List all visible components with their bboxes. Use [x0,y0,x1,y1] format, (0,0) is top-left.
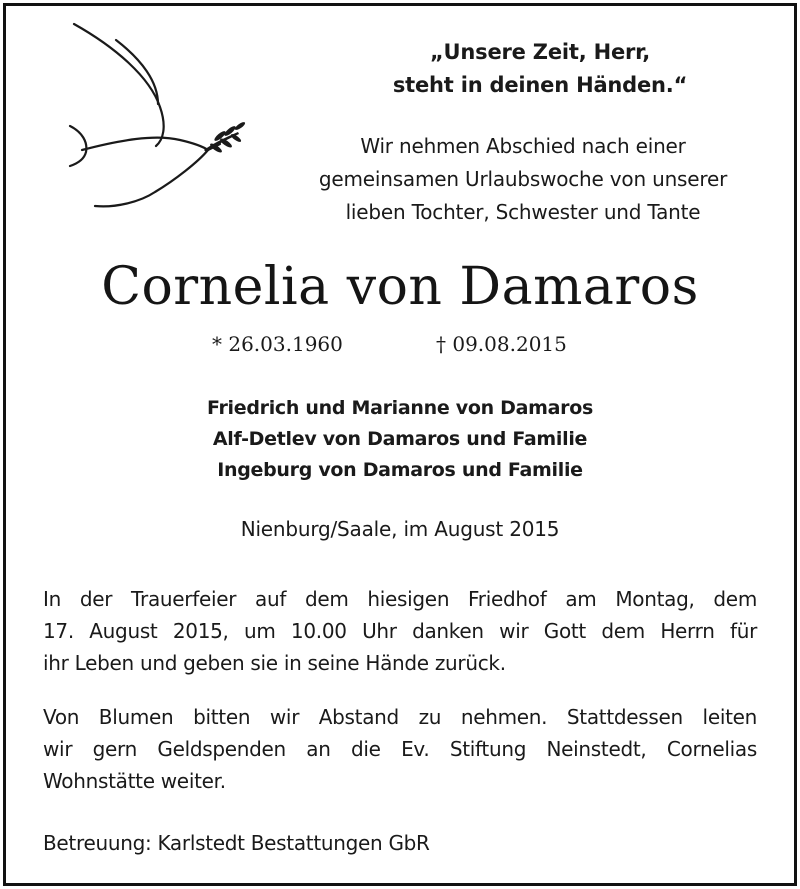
bible-quote-line-1: „Unsere Zeit, Herr, [429,40,651,64]
undertaker-credit: Betreuung: Karlstedt Bestattungen GbR [43,831,430,855]
deceased-name: Cornelia von Damaros [101,257,699,317]
place-and-date: Nienburg/Saale, im August 2015 [240,517,560,541]
intro-line-2: gemeinsamen Urlaubswoche von unserer [318,167,728,191]
mourner-line-3: Ingeburg von Damaros und Familie [217,459,583,481]
intro-line-1: Wir nehmen Abschied nach einer [360,134,686,158]
ceremony-line-1: In der Trauerfeier auf dem hiesigen Friedhof am Montag, dem [43,587,757,611]
death-date: † 09.08.2015 [436,332,567,356]
birth-date: * 26.03.1960 [212,332,343,356]
intro-line-3: lieben Tochter, Schwester und Tante [345,200,701,224]
mourner-line-2: Alf-Detlev von Damaros und Familie [212,428,588,450]
dove-with-olive-branch-icon [60,22,250,222]
mourner-line-1: Friedrich und Marianne von Damaros [207,397,593,419]
donation-line-3: Wohnstätte weiter. [43,769,226,793]
donation-line-2: wir gern Geldspenden an die Ev. Stiftung Neinstedt, Cornelias [43,737,757,761]
bible-quote-line-2: steht in deinen Händen.“ [392,73,688,97]
donation-line-1: Von Blumen bitten wir Abstand zu nehmen. Stattdessen leiten [43,705,757,729]
ceremony-line-2: 17. August 2015, um 10.00 Uhr danken wir Gott dem Herrn für [43,619,757,643]
ceremony-line-3: ihr Leben und geben sie in seine Hände zurück. [43,651,506,675]
